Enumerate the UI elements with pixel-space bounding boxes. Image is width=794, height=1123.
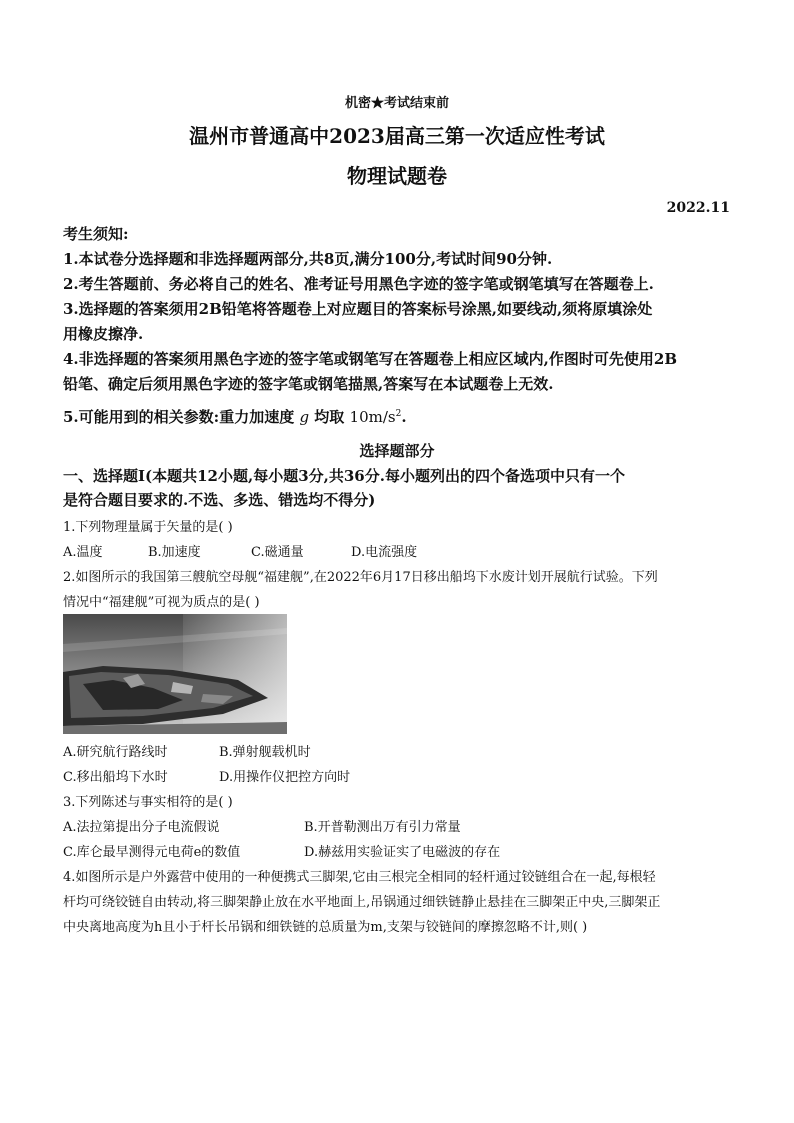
q2-option-d: D.用操作仪把控方向时	[219, 770, 351, 785]
q1-option-a: A.温度	[63, 545, 103, 560]
q1-option-d: D.电流强度	[351, 545, 418, 560]
q2-option-a: A.研究航行路线时	[63, 745, 168, 760]
notice-item-4: 4.非选择题的答案须用黑色字迹的签字笔或钢笔写在答题卷上相应区域内,作图时可先使用2B	[63, 350, 678, 368]
confidential-label: 机密★考试结束前	[344, 96, 449, 111]
notice-item-5-mid: 均取	[314, 408, 345, 426]
q2-stem-cont: 情况中“福建舰”可视为质点的是( )	[63, 595, 260, 610]
gravity-symbol: g	[299, 408, 310, 426]
q3-option-d: D.赫兹用实验证实了电磁波的存在	[304, 845, 501, 860]
paper-subtitle: 物理试题卷	[347, 164, 447, 188]
q2-option-c: C.移出船坞下水时	[63, 770, 168, 785]
notice-heading: 考生须知:	[63, 225, 129, 243]
notice-item-1: 1.本试卷分选择题和非选择题两部分,共8页,满分100分,考试时间90分钟.	[63, 250, 553, 268]
q2-option-b: B.弹射舰载机时	[219, 745, 311, 760]
q3-stem: 3.下列陈述与事实相符的是( )	[63, 795, 233, 810]
exam-title: 温州市普通高中2023届高三第一次适应性考试	[189, 124, 605, 148]
section-title: 选择题部分	[359, 442, 435, 460]
unit-exponent: 2	[395, 409, 402, 419]
q3-option-a: A.法拉第提出分子电流假说	[63, 820, 220, 835]
q1-option-b: B.加速度	[148, 545, 201, 560]
gravity-unit: 10m/s	[349, 408, 396, 426]
q1-stem: 1.下列物理量属于矢量的是( )	[63, 520, 233, 535]
exam-date: 2022.11	[666, 200, 730, 216]
notice-item-4-cont: 铅笔、确定后须用黑色字迹的签字笔或钢笔描黑,答案写在本试题卷上无效.	[63, 375, 554, 393]
notice-item-3-cont: 用橡皮擦净.	[63, 325, 144, 343]
q3-option-b: B.开普勒测出万有引力常量	[304, 820, 461, 835]
notice-item-2: 2.考生答题前、务必将自己的姓名、准考证号用黑色字迹的签字笔或钢笔填写在答题卷上.	[63, 275, 654, 293]
q2-stem: 2.如图所示的我国第三艘航空母舰“福建舰”,在2022年6月17日移出船坞下水废计划开展航行试验。下列	[63, 570, 658, 585]
notice-item-5	[63, 406, 407, 427]
section-heading-cont: 是符合题目要求的.不选、多选、错选均不得分)	[63, 491, 376, 509]
notice-item-5-text: 5.可能用到的相关参数:重力加速度	[63, 408, 295, 426]
q4-stem: 4.如图所示是户外露营中使用的一种便携式三脚架,它由三根完全相同的轻杆通过铰链组合在一起,每根轻	[63, 870, 656, 885]
q3-option-c: C.库仑最早测得元电荷e的数值	[63, 845, 241, 860]
q4-stem-cont-1: 杆均可绕铰链自由转动,将三脚架静止放在水平地面上,吊锅通过细铁链静止悬挂在三脚架正中央,三脚架正	[63, 895, 661, 910]
aircraft-carrier-photo	[63, 614, 287, 734]
section-heading: 一、选择题Ⅰ(本题共12小题,每小题3分,共36分.每小题列出的四个备选项中只有一个	[63, 467, 625, 485]
q4-stem-cont-2: 中央离地高度为h且小于杆长吊锅和细铁链的总质量为m,支架与铰链间的摩擦忽略不计,则( )	[63, 920, 588, 935]
q1-option-c: C.磁通量	[251, 545, 304, 560]
notice-item-5-end: .	[401, 408, 407, 426]
notice-item-3: 3.选择题的答案须用2B铅笔将答题卷上对应题目的答案标号涂黑,如要线动,须将原填涂处	[63, 300, 653, 318]
